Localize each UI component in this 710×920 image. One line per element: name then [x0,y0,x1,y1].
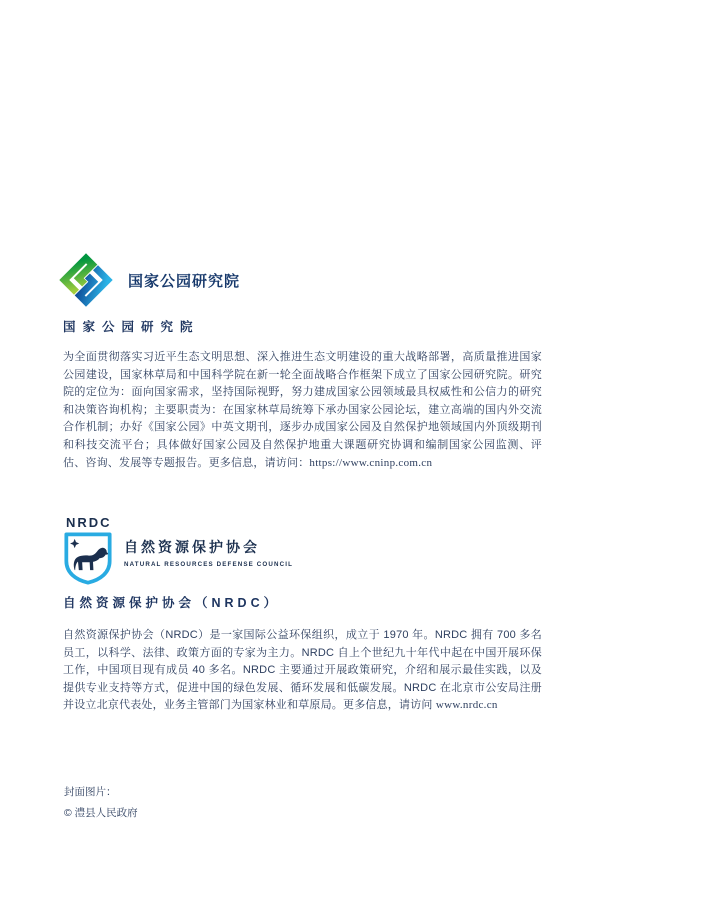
cover-credit [64,782,138,824]
logo-blue-arm [74,268,108,302]
nrdc-url-link[interactable]: www.nrdc.cn [435,699,498,712]
nrdc-logo-acronym: NRDC [66,515,112,530]
logo-green-arm [64,258,98,292]
cninp-description [63,349,542,472]
cover-credit-owner: © 澧县人民政府 [64,807,138,819]
cninp-logo-wordmark: 国家公园研究院 [128,272,241,290]
nrdc-wordmark-english: NATURAL RESOURCES DEFENSE COUNCIL [124,561,294,568]
cninp-diamond-logo-icon [54,248,118,312]
cninp-logo [54,248,240,312]
nrdc-description-text: 自然资源保护协会（NRDC）是一家国际公益环保组织，成立于 1970 年。NRDC 拥有 700 多名员工，以科学、法律、政策方面的专家为主力。NRDC 自上个世纪九十年代中起在中国开展环保工作，中国项目现有成员 40 多名。NRDC 主要通过开展政策研究，介绍和展示最佳实践，以及提供专业支持等方式，促进中国的绿色发展、循环发展和低碳发展。NRDC 在北京市公安局注册并设立北京代表处，业务主管部门为国家林业和草原局。更多信息，请访问 [63,629,542,712]
nrdc-description [63,627,542,715]
cover-credit-label: 封面图片： [64,786,117,798]
cninp-section-heading: 国家公园研究院 [63,320,200,334]
nrdc-logo-wordmark [124,537,293,568]
nrdc-section-heading: 自然资源保护协会（NRDC） [63,596,281,610]
cninp-description-text: 为全面贯彻落实习近平生态文明思想、深入推进生态文明建设的重大战略部署，高质量推进国家公园建设，国家林草局和中国科学院在新一轮全面战略合作框架下成立了国家公园研究院。研究院的定位为：面向国家需求，坚持国际视野，努力建成国家公园领域最具权威性和公信力的研究和决策咨询机构；主要职责为：在国家林草局统筹下承办国家公园论坛，建立高端的国内外交流合作机制；办好《国家公园》中英文期刊，逐步办成国家公园及自然保护地领域国内外顶级期刊和科技交流平台；具体做好国家公园及自然保护地重大课题研究协调和编制国家公园监测、评估、咨询、发展等专题报告。更多信息，请访问： [63,351,542,469]
nrdc-polar-bear-shield-icon [63,531,113,586]
cninp-url-link[interactable]: https://www.cninp.com.cn [309,456,433,469]
nrdc-wordmark-chinese: 自然资源保护协会 [124,539,260,555]
